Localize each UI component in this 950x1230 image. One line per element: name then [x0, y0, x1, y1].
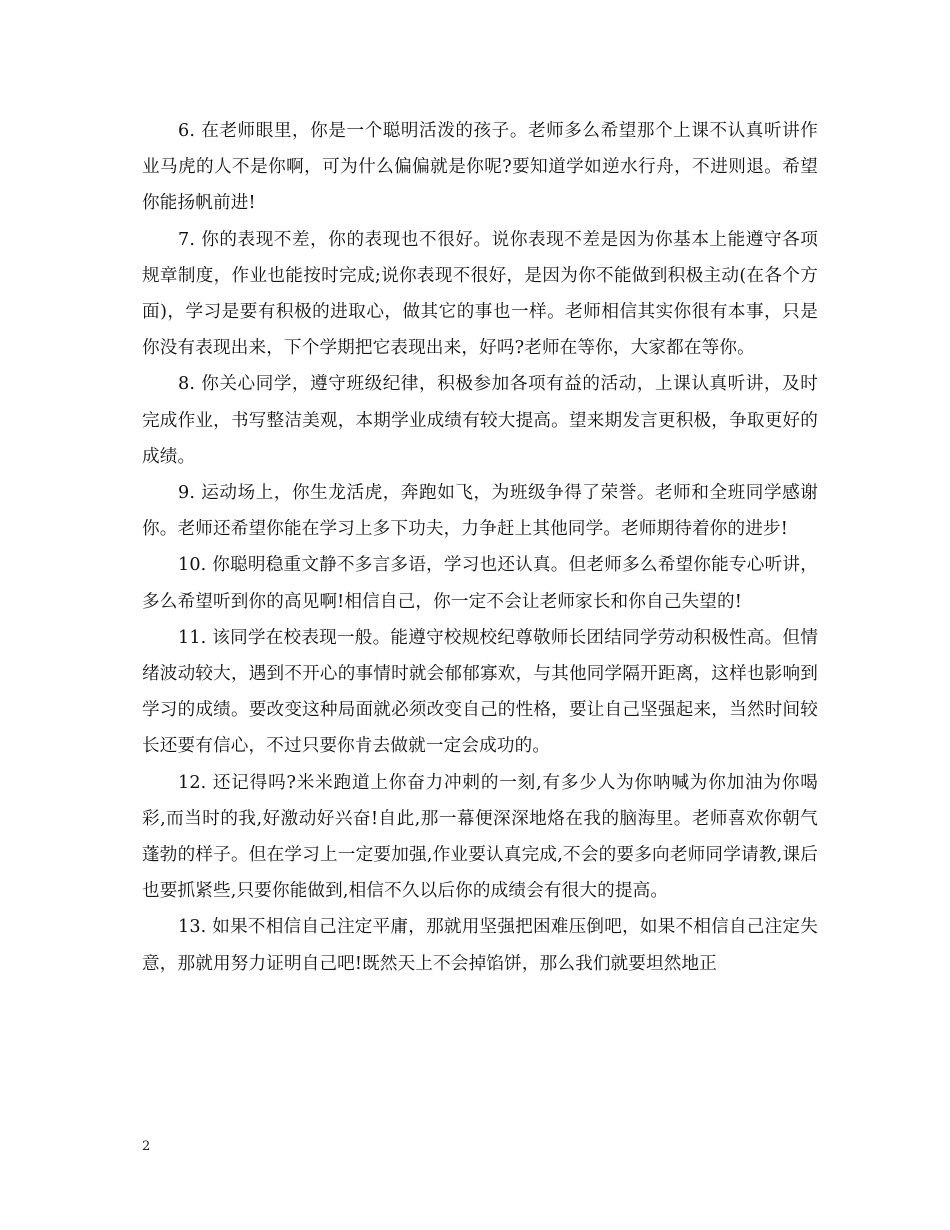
paragraph-8: 8. 你关心同学，遵守班级纪律，积极参加各项有益的活动，上课认真听讲，及时完成作业，书写整洁美观，本期学业成绩有较大提高。望来期发言更积极，争取更好的成绩。: [142, 374, 818, 467]
paragraph-12: 12. 还记得吗?米米跑道上你奋力冲刺的一刻,有多少人为你呐喊为你加油为你喝彩,而当时的我,好激动好兴奋!自此,那一幕便深深地烙在我的脑海里。老师喜欢你朝气蓬勃的样子。但在学习上一定要加强,作业要认真完成,不会的要多向老师同学请教,课后也要抓紧些,只要你能做到,相信不久以后你的成绩会有很大的提高。: [142, 772, 818, 902]
paragraph-7: 7. 你的表现不差，你的表现也不很好。说你表现不差是因为你基本上能遵守各项规章制度，作业也能按时完成;说你表现不很好，是因为你不能做到积极主动(在各个方面)，学习是要有积极的进取心，做其它的事也一样。老师相信其实你很有本事，只是你没有表现出来，下个学期把它表现出来，好吗?老师在等你，大家都在等你。: [142, 229, 818, 359]
page-number: 2: [142, 1139, 151, 1154]
paragraph-11: 11. 该同学在校表现一般。能遵守校规校纪尊敬师长团结同学劳动积极性高。但情绪波动较大，遇到不开心的事情时就会郁郁寡欢，与其他同学隔开距离，这样也影响到学习的成绩。要改变这种局面就必须改变自己的性格，要让自己坚强起来，当然时间较长还要有信心，不过只要你肯去做就一定会成功的。: [142, 627, 818, 757]
paragraph-10: 10. 你聪明稳重文静不多言多语，学习也还认真。但老师多么希望你能专心听讲，多么希望听到你的高见啊!相信自己，你一定不会让老师家长和你自己失望的!: [142, 555, 818, 612]
paragraph-13: 13. 如果不相信自己注定平庸，那就用坚强把困难压倒吧，如果不相信自己注定失意，那就用努力证明自己吧!既然天上不会掉馅饼，那么我们就要坦然地正: [142, 917, 818, 974]
paragraph-9: 9. 运动场上，你生龙活虎，奔跑如飞，为班级争得了荣誉。老师和全班同学感谢你。老师还希望你能在学习上多下功夫，力争赶上其他同学。老师期待着你的进步!: [142, 483, 818, 540]
document-body: [142, 113, 818, 982]
paragraph-6: 6. 在老师眼里，你是一个聪明活泼的孩子。老师多么希望那个上课不认真听讲作业马虎的人不是你啊，可为什么偏偏就是你呢?要知道学如逆水行舟，不进则退。希望你能扬帆前进!: [142, 121, 818, 214]
